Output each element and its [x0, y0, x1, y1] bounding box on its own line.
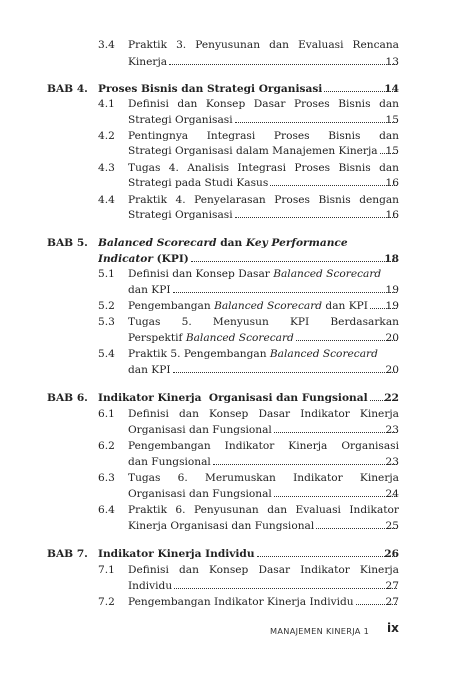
dot-leader	[235, 111, 397, 123]
section-number: 4.1	[98, 98, 115, 110]
chapter-title-line2: Indicator (KPI)	[98, 253, 189, 265]
section-title-line2: Strategi pada Studi Kasus	[128, 177, 269, 189]
chapter-title-line1: Balanced Scorecard dan Key Performance	[98, 237, 348, 249]
toc-entry-3-4[interactable]	[0, 36, 474, 54]
section-title-line2: Kinerja	[128, 53, 399, 71]
section-title-line1: Praktik 6. Penyusunan dan Evaluasi Indikator	[128, 504, 399, 516]
section-title-line2: Kinerja Organisasi dan Fungsional	[128, 520, 315, 532]
page-number: 19	[385, 300, 399, 312]
section-title: Pengembangan Balanced Scorecard dan KPI	[128, 300, 368, 312]
section-title-line2: Perspektif Balanced Scorecard	[128, 332, 294, 344]
page-number: 20	[385, 332, 399, 344]
page-number: 22	[384, 392, 399, 404]
section-number: 3.4	[98, 39, 115, 51]
section-number: 5.3	[98, 316, 115, 328]
page-number: 23	[385, 424, 399, 436]
dot-leader	[274, 421, 397, 433]
dot-leader	[257, 545, 397, 557]
dot-leader	[173, 361, 397, 373]
section-number: 6.3	[98, 472, 115, 484]
page-number: 19	[385, 284, 399, 296]
dot-leader	[173, 281, 397, 293]
section-title-line1: Tugas 4. Analisis Integrasi Proses Bisnis dan	[128, 162, 399, 174]
dot-leader	[274, 485, 397, 497]
section-number: 7.2	[98, 596, 115, 608]
page-number: 23	[385, 456, 399, 468]
chapter-label: BAB 6.	[47, 392, 88, 404]
section-title-line1: Praktik 4. Penyelarasan Proses Bisnis dengan	[128, 194, 399, 206]
dot-leader	[213, 453, 397, 465]
page-number: 24	[385, 488, 399, 500]
page-number: 15	[385, 145, 399, 157]
section-number: 6.4	[98, 504, 115, 516]
section-title-line2: dan KPI	[128, 284, 171, 296]
chapter-title: Indikator Kinerja Organisasi dan Fungsional	[98, 392, 368, 404]
page-number: 14	[384, 83, 399, 95]
dot-leader	[191, 250, 397, 262]
dot-leader	[270, 174, 397, 186]
dot-leader	[296, 329, 397, 341]
chapter-label: BAB 5.	[47, 237, 88, 249]
section-title-line1: Tugas 5. Menyusun KPI Berdasarkan	[128, 316, 399, 328]
page-number: 16	[385, 177, 399, 189]
section-number: 5.4	[98, 348, 115, 360]
section-number: 4.3	[98, 162, 115, 174]
page-number: 13	[385, 56, 399, 68]
dot-leader	[169, 53, 397, 65]
section-title-line1: Definisi dan Konsep Dasar Balanced Scorecard	[128, 268, 382, 280]
chapter-label: BAB 4.	[47, 83, 88, 95]
page-number: 15	[385, 114, 399, 126]
dot-leader	[235, 206, 397, 218]
chapter-title: Proses Bisnis dan Strategi Organisasi	[98, 83, 323, 95]
section-title-line2: Strategi Organisasi	[128, 114, 233, 126]
section-title-line2: dan Fungsional	[128, 456, 211, 468]
section-title-line2: Strategi Organisasi	[128, 209, 233, 221]
section-title-line1: Definisi dan Konsep Dasar Indikator Kinerja	[128, 564, 399, 576]
folio-page-number: ix	[387, 621, 399, 635]
section-title-line1: Praktik 5. Pengembangan Balanced Scorecard	[128, 348, 378, 360]
chapter-label: BAB 7.	[47, 548, 88, 560]
section-title-line1: Praktik 3. Penyusunan dan Evaluasi Rencana	[128, 39, 399, 51]
dot-leader	[174, 577, 397, 589]
section-title-line1: Tugas 6. Merumuskan Indikator Kinerja	[128, 472, 399, 484]
section-number: 7.1	[98, 564, 115, 576]
section-title-line1: Pentingnya Integrasi Proses Bisnis dan	[128, 130, 399, 142]
section-number: 5.2	[98, 300, 115, 312]
section-title-line2: Individu	[128, 580, 173, 592]
section-title-line2: Strategi Organisasi dalam Manajemen Kinerja	[128, 145, 378, 157]
section-number: 4.2	[98, 130, 115, 142]
section-number: 6.1	[98, 408, 115, 420]
section-title-line1: Pengembangan Indikator Kinerja Organisasi	[128, 440, 399, 452]
section-number: 4.4	[98, 194, 115, 206]
section-title-line1: Definisi dan Konsep Dasar Proses Bisnis dan	[128, 98, 399, 110]
section-title-line2: Organisasi dan Fungsional	[128, 488, 272, 500]
page-number: 25	[385, 520, 399, 532]
page-number: 27	[385, 596, 399, 608]
section-title: Pengembangan Indikator Kinerja Individu	[128, 596, 354, 608]
toc-entry-7-2[interactable]	[0, 593, 474, 611]
page-number: 16	[385, 209, 399, 221]
page-number: 27	[385, 580, 399, 592]
section-title-line1: Definisi dan Konsep Dasar Indikator Kinerja	[128, 408, 399, 420]
page-number: 18	[384, 253, 399, 265]
running-footer-title: MANAJEMEN KINERJA 1	[270, 626, 370, 636]
section-number: 6.2	[98, 440, 115, 452]
chapter-title: Indikator Kinerja Individu	[98, 548, 255, 560]
page-number: 26	[384, 548, 399, 560]
section-title-line2: dan KPI	[128, 364, 171, 376]
section-number: 5.1	[98, 268, 115, 280]
page-number: 20	[385, 364, 399, 376]
section-title-line2: Organisasi dan Fungsional	[128, 424, 272, 436]
